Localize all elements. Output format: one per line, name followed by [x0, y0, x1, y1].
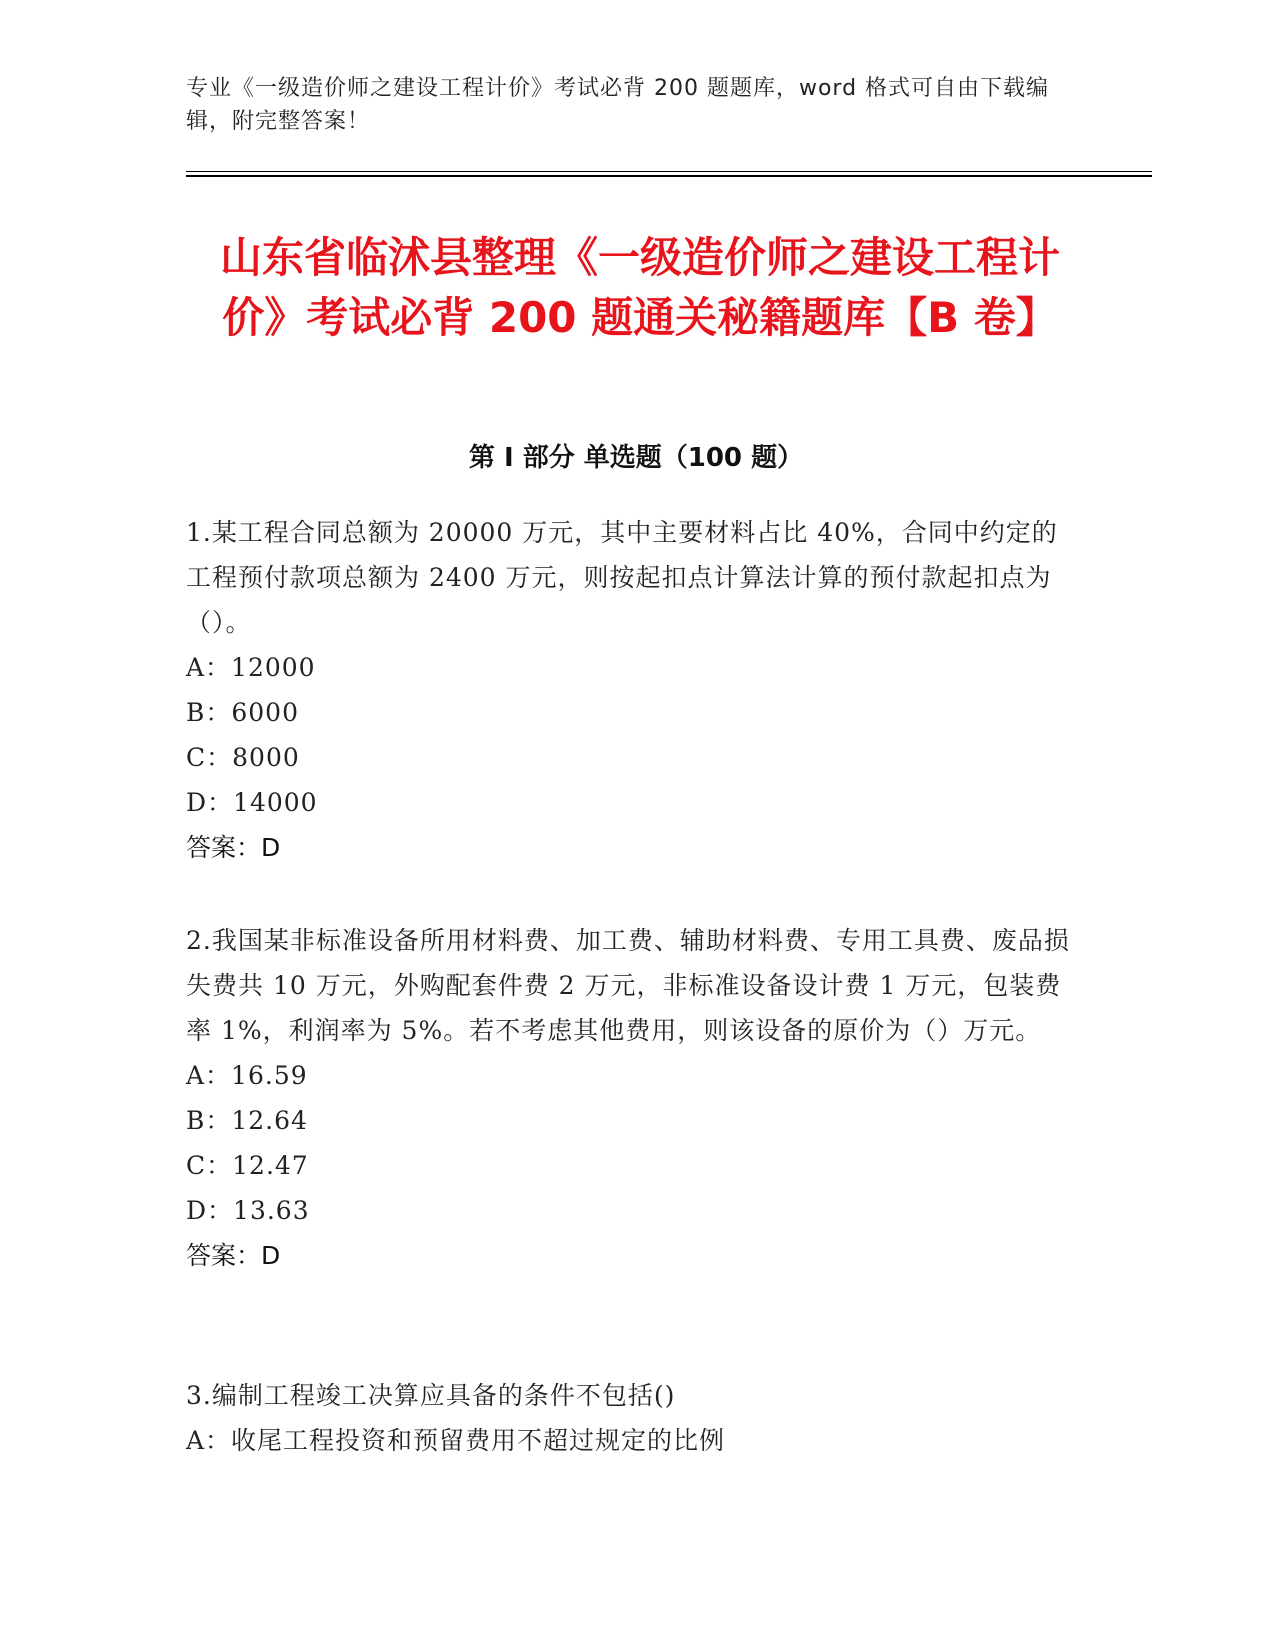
question-text: 3.编制工程竣工决算应具备的条件不包括() — [186, 1381, 676, 1410]
answer: 答案：D — [186, 833, 281, 862]
option-c: C：8000 — [186, 743, 300, 772]
header-divider-thin — [186, 171, 1152, 172]
question-2 — [186, 918, 1076, 1278]
section-title: 第 I 部分 单选题（100 题） — [468, 443, 804, 473]
header-note: 专业《一级造价师之建设工程计价》考试必背 200 题题库，word 格式可自由下载编辑，附完整答案！ — [186, 76, 1050, 134]
option-d: D：14000 — [186, 788, 318, 817]
document-title: 山东省临沭县整理《一级造价师之建设工程计价》考试必背 200 题通关秘籍题库【B 卷】 — [219, 233, 1060, 342]
option-a: A：12000 — [186, 653, 316, 682]
option-c: C：12.47 — [186, 1151, 309, 1180]
option-d: D：13.63 — [186, 1196, 310, 1225]
question-text: 1.某工程合同总额为 20000 万元，其中主要材料占比 40%，合同中约定的工程预付款项总额为 2400 万元，则按起扣点计算法计算的预付款起扣点为（）。 — [186, 518, 1058, 637]
option-b: B：12.64 — [186, 1106, 308, 1135]
question-text: 2.我国某非标准设备所用材料费、加工费、辅助材料费、专用工具费、废品损失费共 10 万元，外购配套件费 2 万元，非标准设备设计费 1 万元，包装费率 1%，利润率为 5%。若不考虑其他费用，则该设备的原价为（）万元。 — [186, 926, 1070, 1045]
question-1 — [186, 510, 1076, 870]
question-3 — [186, 1373, 1076, 1463]
option-a: A：16.59 — [186, 1061, 308, 1090]
option-a: A：收尾工程投资和预留费用不超过规定的比例 — [186, 1426, 726, 1455]
header-divider-thick — [186, 175, 1152, 177]
option-b: B：6000 — [186, 698, 299, 727]
answer: 答案：D — [186, 1241, 281, 1270]
